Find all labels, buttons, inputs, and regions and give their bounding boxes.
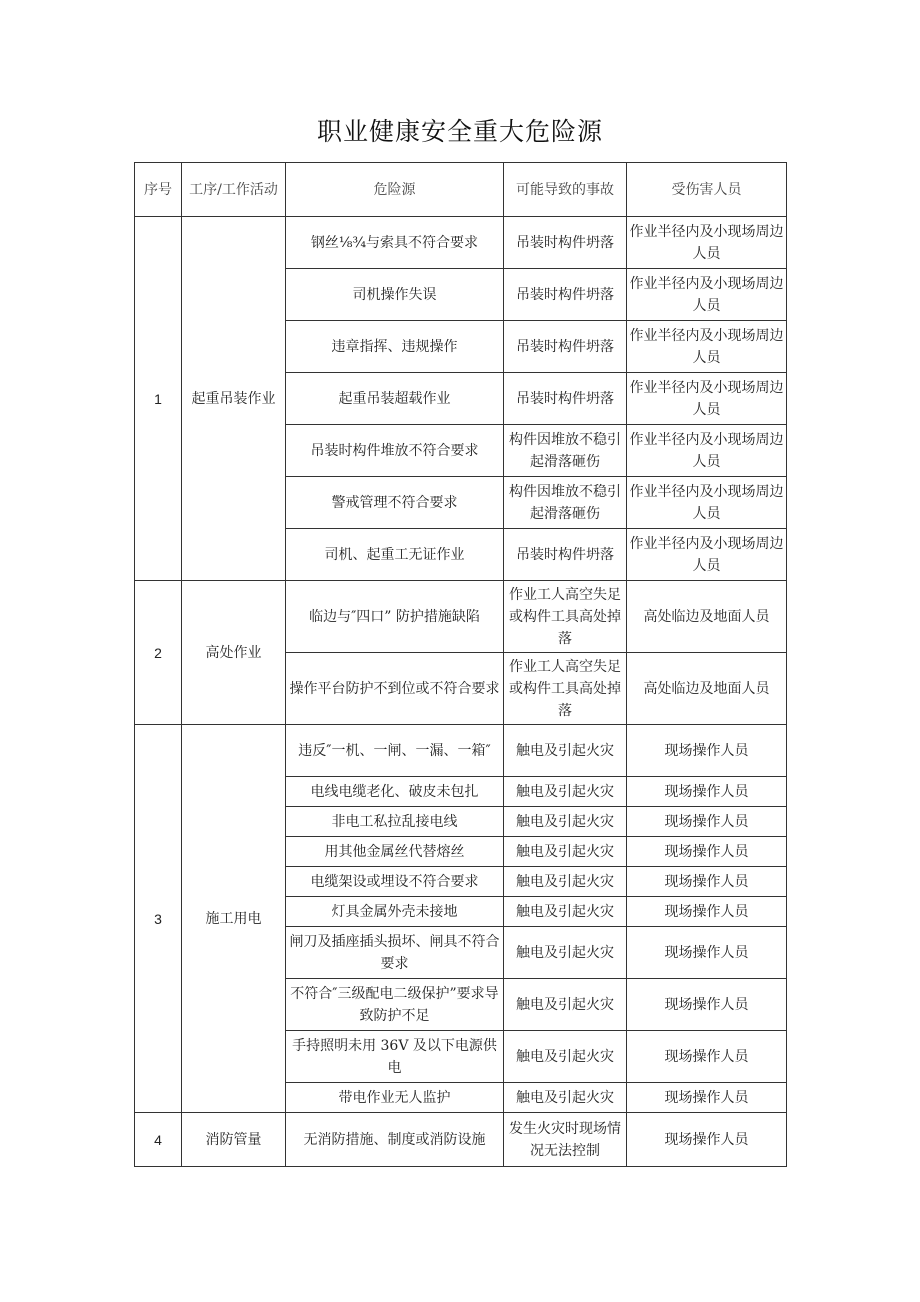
accident-cell: 构件因堆放不稳引起滑落砸伤: [504, 425, 627, 477]
group-process: 起重吊装作业: [182, 217, 286, 581]
header-no: 序号: [135, 163, 182, 217]
hazard-cell: 临边与″四口” 防护措施缺陷: [286, 581, 504, 653]
hazard-cell: 不符合″三级配电二级保护”要求导致防护不足: [286, 979, 504, 1031]
accident-cell: 构件因堆放不稳引起滑落砸伤: [504, 477, 627, 529]
accident-cell: 吊装时构件坍落: [504, 321, 627, 373]
header-hazard: 危险源: [286, 163, 504, 217]
victims-cell: 高处临边及地面人员: [627, 653, 787, 725]
accident-cell: 触电及引起火灾: [504, 897, 627, 927]
victims-cell: 作业半径内及小现场周边人员: [627, 217, 787, 269]
accident-cell: 触电及引起火灾: [504, 1031, 627, 1083]
table-row: [135, 725, 787, 777]
hazard-cell: 操作平台防护不到位或不符合要求: [286, 653, 504, 725]
header-process: 工序/工作活动: [182, 163, 286, 217]
hazard-cell: 电缆架设或埋设不符合要求: [286, 867, 504, 897]
accident-cell: 吊装时构件坍落: [504, 373, 627, 425]
victims-cell: 作业半径内及小现场周边人员: [627, 321, 787, 373]
hazard-cell: 钢丝⅛¾与索具不符合要求: [286, 217, 504, 269]
hazard-table: [134, 162, 787, 1167]
victims-cell: 现场操作人员: [627, 867, 787, 897]
accident-cell: 作业工人高空失足或构件工具高处掉落: [504, 653, 627, 725]
group-process: 消防管量: [182, 1113, 286, 1167]
header-accident: 可能导致的事故: [504, 163, 627, 217]
accident-cell: 触电及引起火灾: [504, 725, 627, 777]
victims-cell: 作业半径内及小现场周边人员: [627, 269, 787, 321]
table-body: [135, 217, 787, 1167]
victims-cell: 现场操作人员: [627, 807, 787, 837]
victims-cell: 高处临边及地面人员: [627, 581, 787, 653]
accident-cell: 吊装时构件坍落: [504, 529, 627, 581]
accident-cell: 吊装时构件坍落: [504, 217, 627, 269]
accident-cell: 触电及引起火灾: [504, 867, 627, 897]
hazard-cell: 警戒管理不符合要求: [286, 477, 504, 529]
hazard-cell: 起重吊装超载作业: [286, 373, 504, 425]
accident-cell: 触电及引起火灾: [504, 807, 627, 837]
hazard-cell: 司机、起重工无证作业: [286, 529, 504, 581]
victims-cell: 现场操作人员: [627, 1031, 787, 1083]
hazard-cell: 灯具金属外壳未接地: [286, 897, 504, 927]
hazard-cell: 用其他金属丝代替熔丝: [286, 837, 504, 867]
hazard-cell: 违反″一机、一闸、一漏、一箱″: [286, 725, 504, 777]
hazard-cell: 无消防措施、制度或消防设施: [286, 1113, 504, 1167]
hazard-cell: 手持照明未用 36V 及以下电源供电: [286, 1031, 504, 1083]
hazard-cell: 电线电缆老化、破皮未包扎: [286, 777, 504, 807]
victims-cell: 现场操作人员: [627, 897, 787, 927]
hazard-cell: 非电工私拉乱接电线: [286, 807, 504, 837]
victims-cell: 现场操作人员: [627, 725, 787, 777]
group-number: 3: [135, 725, 182, 1113]
victims-cell: 现场操作人员: [627, 927, 787, 979]
page-title: 职业健康安全重大危险源: [316, 117, 603, 146]
victims-cell: 现场操作人员: [627, 837, 787, 867]
victims-cell: 现场操作人员: [627, 979, 787, 1031]
accident-cell: 作业工人高空失足或构件工具高处掉落: [504, 581, 627, 653]
hazard-cell: 违章指挥、违规操作: [286, 321, 504, 373]
group-number: 2: [135, 581, 182, 725]
group-process: 施工用电: [182, 725, 286, 1113]
victims-cell: 作业半径内及小现场周边人员: [627, 529, 787, 581]
accident-cell: 触电及引起火灾: [504, 927, 627, 979]
victims-cell: 现场操作人员: [627, 777, 787, 807]
victims-cell: 作业半径内及小现场周边人员: [627, 425, 787, 477]
accident-cell: 吊装时构件坍落: [504, 269, 627, 321]
victims-cell: 作业半径内及小现场周边人员: [627, 373, 787, 425]
hazard-cell: 闸刀及插座插头损坏、闸具不符合要求: [286, 927, 504, 979]
accident-cell: 触电及引起火灾: [504, 837, 627, 867]
accident-cell: 触电及引起火灾: [504, 777, 627, 807]
accident-cell: 发生火灾时现场情况无法控制: [504, 1113, 627, 1167]
victims-cell: 作业半径内及小现场周边人员: [627, 477, 787, 529]
group-number: 4: [135, 1113, 182, 1167]
table-row: [135, 217, 787, 269]
hazard-cell: 带电作业无人监护: [286, 1083, 504, 1113]
accident-cell: 触电及引起火灾: [504, 1083, 627, 1113]
victims-cell: 现场操作人员: [627, 1083, 787, 1113]
header-victims: 受伤害人员: [627, 163, 787, 217]
hazard-cell: 吊装时构件堆放不符合要求: [286, 425, 504, 477]
group-number: 1: [135, 217, 182, 581]
table-row: [135, 581, 787, 653]
victims-cell: 现场操作人员: [627, 1113, 787, 1167]
group-process: 高处作业: [182, 581, 286, 725]
table-header-row: [135, 163, 787, 217]
hazard-cell: 司机操作失误: [286, 269, 504, 321]
accident-cell: 触电及引起火灾: [504, 979, 627, 1031]
table-row: [135, 1113, 787, 1167]
